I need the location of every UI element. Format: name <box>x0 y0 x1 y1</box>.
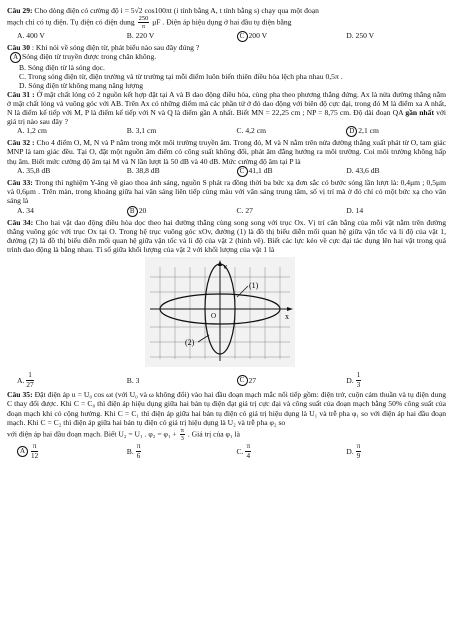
question-30 <box>7 43 446 52</box>
option-a[interactable] <box>7 371 117 389</box>
question-label: Câu 35: <box>7 390 33 400</box>
selected-answer-circle: D <box>346 126 357 137</box>
option-fraction <box>245 442 251 460</box>
option-text: 20 <box>138 205 147 215</box>
answer-options <box>7 442 446 460</box>
selected-answer-circle: C <box>237 31 248 42</box>
question-text: với giá trị nào sau đây ? <box>7 107 446 126</box>
question-33 <box>7 178 446 205</box>
option-a[interactable]: A. 35,8 dB <box>17 166 51 176</box>
question-label: Câu 32 : <box>7 138 35 148</box>
option-c[interactable]: C. 27 <box>236 205 253 215</box>
option-d[interactable]: D. Sóng điện từ không mang năng lượng <box>19 80 144 90</box>
option-letter: C. <box>236 446 244 456</box>
origin-label: O <box>211 311 217 320</box>
fraction-denominator: 3 <box>356 380 361 389</box>
velocity-position-graph <box>145 257 295 367</box>
option-fraction <box>31 442 38 460</box>
option-fraction <box>356 442 362 460</box>
option-text: 200 V <box>248 30 268 40</box>
option-letter: D. <box>346 446 354 456</box>
question-34 <box>7 218 446 254</box>
question-text: μF . Điện áp hiệu dụng ở hai đầu tụ điện bằng <box>150 17 292 27</box>
option-text: 27 <box>248 375 257 385</box>
capacitance-fraction <box>138 15 150 30</box>
option-d[interactable] <box>336 442 446 460</box>
option-b[interactable] <box>117 371 227 389</box>
fraction-denominator: π <box>141 23 146 31</box>
question-label: Câu 29: <box>7 6 33 15</box>
question-text: . Giá trị của φ₁ là <box>185 428 240 438</box>
option-letter: D. <box>346 375 354 385</box>
question-label: Câu 31 : <box>7 89 35 99</box>
fraction-numerator: π <box>180 426 184 434</box>
option-letter: B. <box>126 375 134 385</box>
question-29 <box>7 6 446 15</box>
question-label: Câu 33: <box>7 178 33 188</box>
question-text: Cho hai vật dao động điều hòa dọc theo hai đường thẳng cùng song song với trục Ox. Vị trí cân bằng của mỗi vật nằm trên đường thẳng vuông góc với trục Ox tại O. Trong hệ trục vuông góc xOv, đường (1) là đồ thị biểu diễn mối quan hệ giữa vận tốc và li độ của vật 1, đường (2) là đồ thị biểu diễn mối quan hệ giữa vận tốc và li độ của vật 2 (hình vẽ). Biết các lực kéo về cực đại tác dụng lên hai vật trong quá trình dao động là bằng nhau. Tỉ số giữa khối lượng của vật 2 với khối lượng của vật 1 là <box>7 217 446 254</box>
selected-answer-circle: A <box>10 52 21 63</box>
question-29-line2 <box>7 15 446 30</box>
fraction-numerator: π <box>136 442 141 451</box>
option-fraction <box>26 371 33 389</box>
question-35-line2 <box>7 427 446 442</box>
option-letter: A. <box>17 375 25 385</box>
option-letter: B. <box>126 446 134 456</box>
selected-answer-circle: C <box>237 375 248 386</box>
option-b[interactable]: B. 38,8 dB <box>126 166 160 176</box>
x-axis-label: x <box>285 311 289 321</box>
option-d[interactable]: D. 250 V <box>346 30 375 40</box>
question-label: Câu 34: <box>7 217 34 227</box>
option-c[interactable] <box>227 31 337 42</box>
curve-2-label: (2) <box>185 337 195 347</box>
answer-options <box>7 126 446 137</box>
option-c[interactable]: C. Trong sóng điện từ, điện trường và từ trường tại mỗi điểm luôn biến thiên điều hòa lệch pha nhau 0,5π . <box>19 71 343 81</box>
question-32 <box>7 138 446 165</box>
option-text: 41,1 dB <box>248 166 273 176</box>
question-label: Câu 30 <box>7 42 30 52</box>
fraction-numerator: 1 <box>28 371 32 380</box>
option-d[interactable]: D. 43,6 dB <box>346 166 380 176</box>
question-text: với điện áp hai đầu đoạn mạch. Biết U₂ = U₁ . φ₂ = φ₁ + <box>7 428 179 438</box>
question-text: Cho dòng điện có cường độ i = 5√2 cos100πt (i tính bằng A, t tính bằng s) chạy qua một đoạn <box>32 6 319 15</box>
question-text: Ở mặt chất lỏng có 2 nguồn kết hợp đặt tại A và B dao động điều hòa, cùng pha theo phương thẳng đứng. Ax là nửa đường thẳng nằm ở mặt chất lỏng và vuông góc với AB. Trên Ax có những điểm mà các phần tử ở đó dao động với biên độ cực đại, trong đó M là điểm xa A nhất, N là điểm kế tiếp với M, P là điểm kế tiếp với N và Q là điểm gần A nhất. Biết MN = 22,25 cm ; NP = 8,75 cm. Độ dài đoạn QA <box>7 89 446 117</box>
option-a[interactable]: A. 400 V <box>17 30 45 40</box>
phase-fraction <box>180 427 185 442</box>
fraction-denominator: 27 <box>26 380 34 389</box>
option-fraction <box>136 442 142 460</box>
option-text: Sóng điện từ truyền được trong chân không. <box>22 51 157 61</box>
option-c[interactable]: C. 4,2 cm <box>236 126 267 136</box>
option-fraction <box>356 371 362 389</box>
option-a[interactable] <box>7 52 446 63</box>
option-a[interactable] <box>7 442 117 460</box>
fraction-denominator: 9 <box>356 451 361 460</box>
option-text: 3 <box>135 375 140 385</box>
fraction-denominator: 6 <box>136 451 141 460</box>
question-31 <box>7 90 446 126</box>
question-text: mạch chỉ có tụ điện. Tụ điện có điện dung <box>7 17 137 27</box>
fraction-denominator: 4 <box>246 451 251 460</box>
selected-answer-circle: B <box>127 206 138 217</box>
fraction-numerator: 250 <box>138 15 149 23</box>
v-axis-label: v <box>223 261 227 271</box>
option-text: 2,1 cm <box>358 126 379 136</box>
question-text: Đặt điện áp u = U₀ cos ωt (với U₀ và ω không đổi) vào hai đầu đoạn mạch mắc nối tiếp gồm: điện trở, cuộn cảm thuần và tụ điện dung C thay đổi được. Khi C = C₀ thì điện áp hiệu dụng giữa hai bản tụ điện đạt giá trị cực đại và công suất của đoạn mạch bằng 50% công suất của đoạn mạch khi có cộng hưởng. Khi C = C₁ thì điện áp giữa hai bản tụ điện có giá trị hiệu dụng là U₁ và trễ pha φ₁ so với điện áp hai đầu đoạn mạch. Khi C = C₂ thì điện áp giữa hai bản tụ điện có giá trị hiệu dụng là U₂ và trễ pha φ₂ so <box>7 390 446 427</box>
option-c[interactable] <box>227 442 337 460</box>
fraction-numerator: π <box>356 442 361 451</box>
option-c[interactable] <box>227 166 337 177</box>
option-d[interactable]: D. 14 <box>346 205 364 215</box>
curve-1-label: (1) <box>249 280 259 290</box>
question-35 <box>7 390 446 426</box>
option-b[interactable] <box>117 442 227 460</box>
answer-options <box>7 206 446 217</box>
option-a[interactable]: A. 1,2 cm <box>17 126 47 136</box>
fraction-numerator: 1 <box>356 371 361 380</box>
selected-answer-circle: A <box>17 446 28 457</box>
option-b[interactable]: B. Sóng điện từ là sóng dọc. <box>19 62 105 72</box>
option-d[interactable] <box>336 126 446 137</box>
option-d[interactable] <box>336 371 446 389</box>
fraction-numerator: π <box>246 442 251 451</box>
question-text: Cho 4 điểm O, M, N và P nằm trong một môi trường truyền âm. Trong đó, M và N nằm trên nửa đường thẳng xuất phát từ O, tam giác MNP là tam giác đều. Tại O, đặt một nguồn âm điểm có công suất không đổi, phát âm đẳng hướng ra môi trường. Coi môi trường không hấp thụ âm. Biết mức cường độ âm tại M và N lần lượt là 50 dB và 40 dB. Mức cường độ âm tại P là <box>7 138 446 166</box>
option-b[interactable]: B. 3,1 cm <box>126 126 157 136</box>
question-text: : Khi nói về sóng điện từ, phát biểu nào sau đây đúng ? <box>30 42 200 52</box>
selected-answer-circle: C <box>237 166 248 177</box>
emphasis-text: gần nhất <box>405 107 434 117</box>
option-b[interactable] <box>117 206 227 217</box>
option-b[interactable]: B. 220 V <box>126 30 155 40</box>
fraction-numerator: π <box>32 442 37 451</box>
option-c[interactable] <box>227 371 337 389</box>
fraction-denominator: 12 <box>31 451 39 460</box>
answer-options <box>7 31 446 42</box>
answer-options <box>7 166 446 177</box>
fraction-denominator: 3 <box>180 434 184 442</box>
answer-options <box>7 371 446 389</box>
option-a[interactable]: A. 34 <box>17 205 34 215</box>
question-text: Trong thí nghiệm Y-âng về giao thoa ánh sáng, nguồn S phát ra đồng thời ba bức xạ đơn sắc có bước sóng lần lượt là: 0,4μm ; 0,5μm và 0,6μm . Trên màn, trong khoảng giữa hai vân sáng liên tiếp cùng màu với vân sáng trung tâm, số vị trí mà ở đó chỉ có một bức xạ cho vân sáng là <box>7 178 446 206</box>
